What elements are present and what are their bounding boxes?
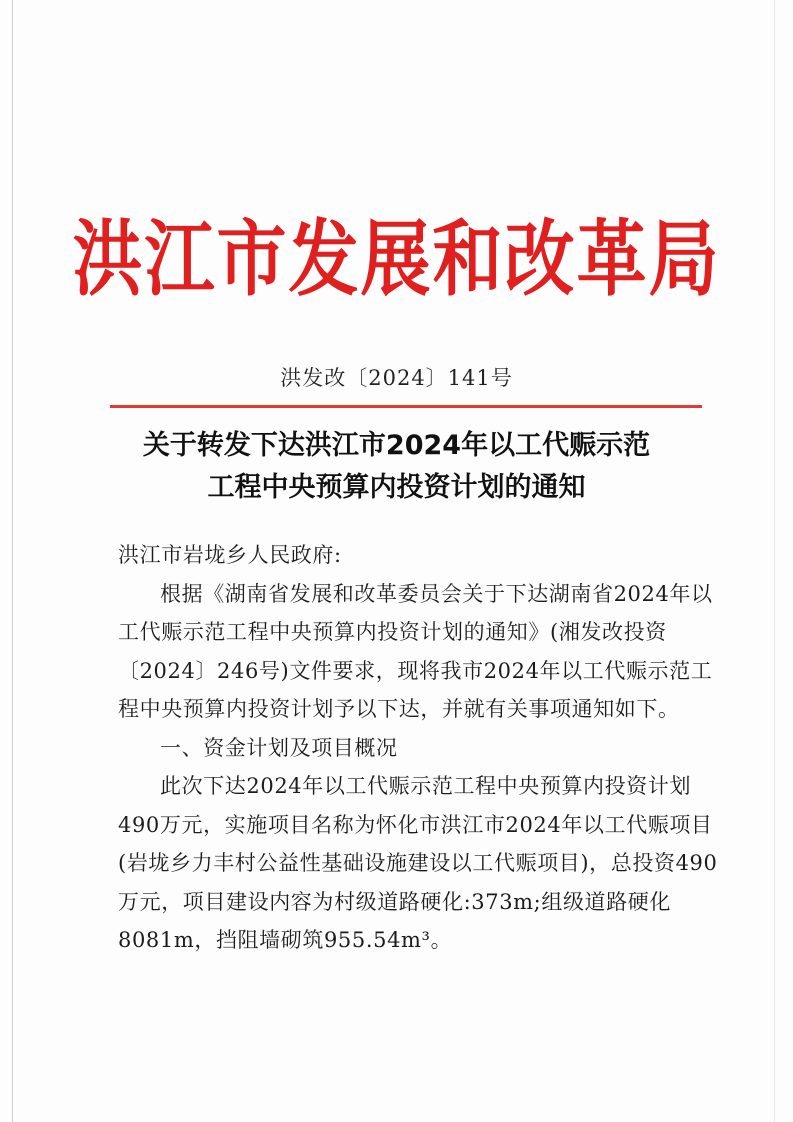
document-number: 洪发改〔2024〕141号 [280, 366, 513, 390]
section-heading-1: 一、资金计划及项目概况 [160, 735, 398, 760]
agency-name-header: 洪江市发展和改革局 [72, 209, 721, 308]
document-body [118, 536, 718, 960]
document-title-line-2: 工程中央预算内投资计划的通知 [207, 472, 586, 503]
document-title-line-1: 关于转发下达洪江市2024年以工代赈示范 [142, 430, 651, 461]
red-divider-line [110, 405, 702, 408]
document-title [0, 425, 793, 509]
recipient-line: 洪江市岩垅乡人民政府: [118, 543, 342, 567]
page-left-edge [12, 0, 13, 1122]
body-paragraph-1: 根据《湖南省发展和改革委员会关于下达湖南省2024年以工代赈示范工程中央预算内投资计划的通知》(湘发改投资〔2024〕246号)文件要求，现将我市2024年以工代赈示范工程中央预算内投资计划予以下达，并就有关事项通知如下。 [118, 581, 713, 721]
page-right-edge [774, 0, 775, 1122]
body-paragraph-2: 此次下达2024年以工代赈示范工程中央预算内投资计划490万元，实施项目名称为怀化市洪江市2024年以工代赈项目(岩垅乡力丰村公益性基础设施建设以工代赈项目)，总投资490万元，项目建设内容为村级道路硬化:373m;组级道路硬化8081m，挡阻墙砌筑955.54m³。 [118, 774, 718, 952]
